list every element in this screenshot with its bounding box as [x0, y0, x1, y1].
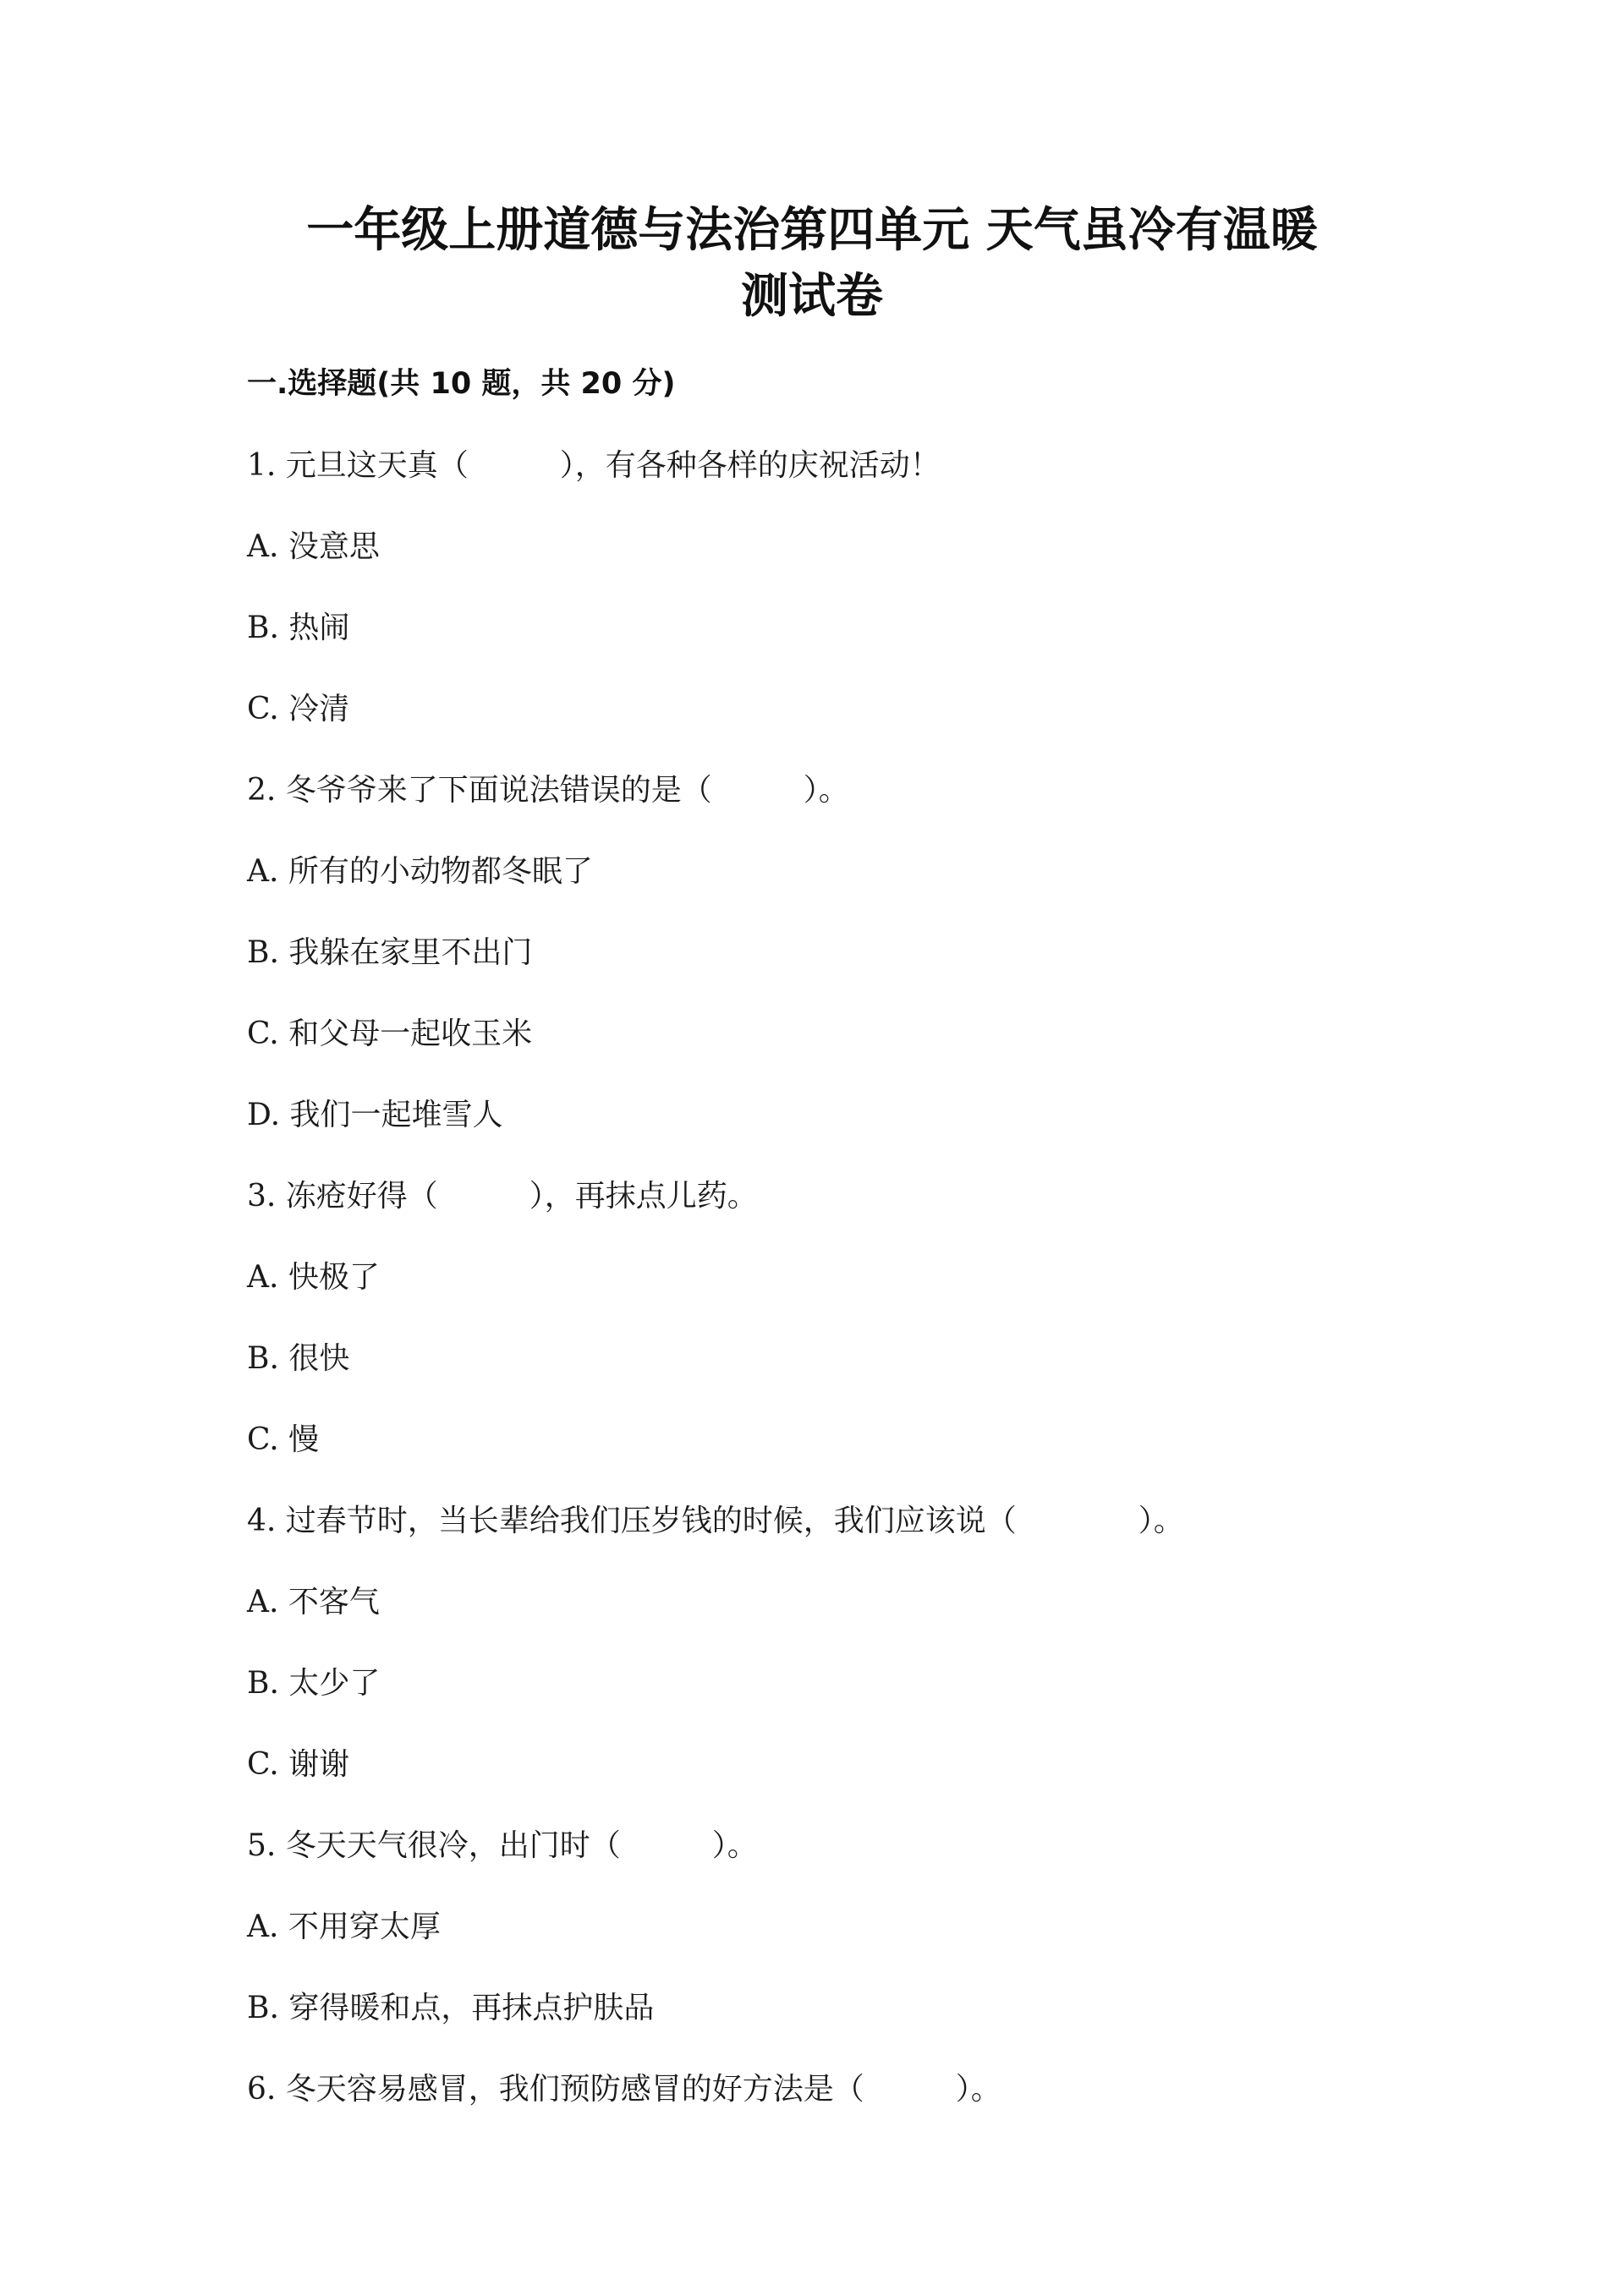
question-4-option-b: B. 太少了 — [247, 1666, 381, 1701]
question-2-option-c: C. 和父母一起收玉米 — [247, 1016, 533, 1051]
question-4-stem: 4. 过春节时，当长辈给我们压岁钱的时候，我们应该说（ ）。 — [247, 1504, 1184, 1538]
question-5-stem: 5. 冬天天气很冷，出门时（ ）。 — [247, 1828, 758, 1863]
question-1-stem: 1. 元旦这天真（ ），有各种各样的庆祝活动！ — [247, 448, 941, 483]
question-5-option-b: B. 穿得暖和点，再抹点护肤品 — [247, 1991, 655, 2025]
question-3-option-c: C. 慢 — [247, 1422, 320, 1457]
question-2-option-b: B. 我躲在家里不出门 — [247, 935, 533, 970]
page-title-line-1: 一年级上册道德与法治第四单元 天气虽冷有温暖 — [306, 203, 1318, 258]
page-title-line-2: 测试卷 — [741, 269, 883, 324]
question-3-option-b: B. 很快 — [247, 1341, 350, 1376]
question-6-stem: 6. 冬天容易感冒，我们预防感冒的好方法是（ ）。 — [247, 2072, 1001, 2107]
question-2-option-d: D. 我们一起堆雪人 — [247, 1098, 503, 1132]
section-heading: 一.选择题(共 10 题，共 20 分) — [247, 367, 676, 401]
question-5-option-a: A. 不用穿太厚 — [247, 1910, 441, 1944]
question-1-option-a: A. 没意思 — [247, 529, 380, 564]
question-4-option-c: C. 谢谢 — [247, 1747, 350, 1782]
question-1-option-b: B. 热闹 — [247, 611, 350, 645]
question-1-option-c: C. 冷清 — [247, 692, 350, 726]
question-2-option-a: A. 所有的小动物都冬眠了 — [247, 854, 593, 889]
question-3-option-a: A. 快极了 — [247, 1260, 380, 1295]
question-4-option-a: A. 不客气 — [247, 1585, 380, 1619]
question-2-stem: 2. 冬爷爷来了下面说法错误的是（ ）。 — [247, 773, 849, 808]
question-3-stem: 3. 冻疮好得（ ），再抹点儿药。 — [247, 1179, 758, 1214]
